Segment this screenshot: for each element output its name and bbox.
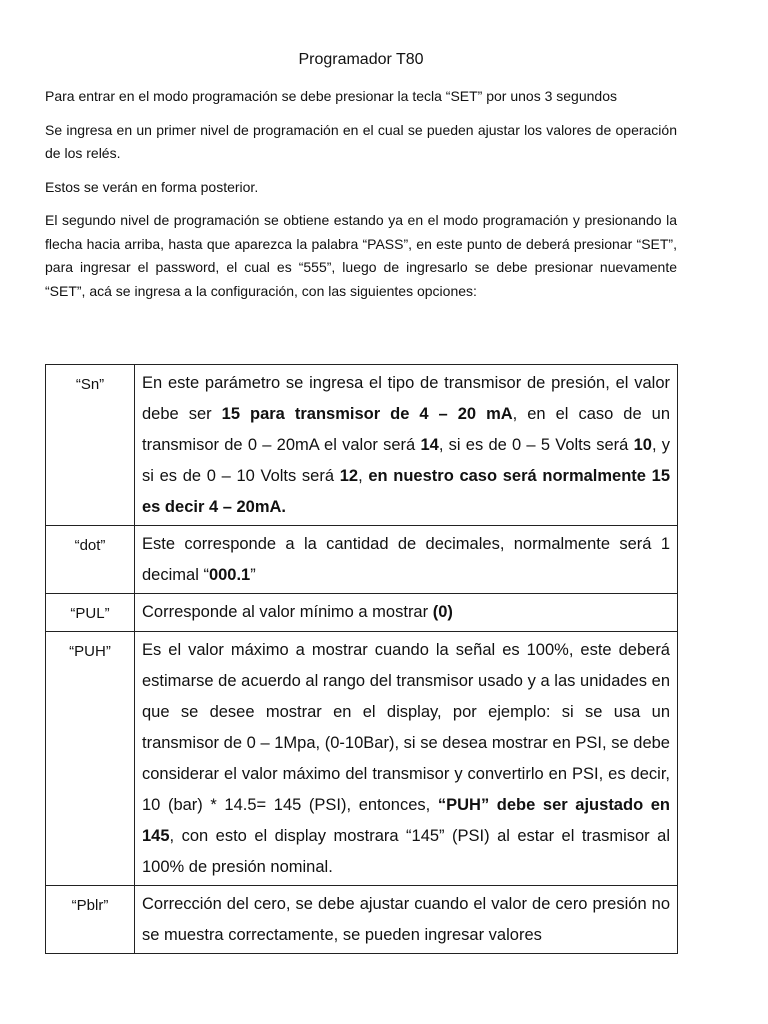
param-description (135, 886, 678, 954)
text-run: , con esto el display mostrara “145” (PSI) al estar el trasmisor al 100% de presión nominal. (142, 827, 670, 876)
paragraph-enter-programming: Para entrar en el modo programación se debe presionar la tecla “SET” por unos 3 segundos (45, 88, 617, 104)
table-row-pul (46, 594, 678, 632)
param-description (135, 594, 678, 632)
text-run: Corresponde al valor mínimo a mostrar (142, 603, 433, 621)
param-description (135, 365, 678, 526)
intro-text (45, 85, 677, 313)
paragraph-later: Estos se verán en forma posterior. (45, 178, 259, 195)
param-key: “PUL” (46, 594, 135, 632)
table-row-pblr (46, 886, 678, 954)
text-run: , si es de 0 – 5 Volts será (438, 436, 634, 454)
text-run: , (358, 467, 369, 485)
text-run: Este corresponde a la cantidad de decimales, normalmente será 1 decimal “ (142, 535, 670, 584)
document-title: Programador T80 (298, 51, 424, 68)
bold-text: en nuestro caso será normalmente 15 es decir 4 – 20mA. (142, 467, 670, 516)
text-run: Corrección del cero, se debe ajustar cuando el valor de cero presión no se muestra correctamente, se pueden ingresar valores (142, 895, 670, 944)
parameters-table (45, 364, 678, 954)
text-run: , en el caso de un transmisor de 0 – 20mA el valor será (142, 405, 671, 454)
param-description (135, 632, 678, 886)
param-key: “PUH” (46, 632, 135, 886)
text-run: ” (250, 566, 256, 584)
bold-text: 10 (633, 436, 652, 454)
paragraph-second-level: El segundo nivel de programación se obtiene estando ya en el modo programación y presionando la flecha hacia arriba, hasta que aparezca la palabra “PASS”, en este punto de deberá presionar “SET”, para ingresar el password, el cual es “555”, luego de ingresarlo se debe presionar nuevamente “SET”, acá se ingresa a la configuración, con las siguientes opciones: (45, 212, 677, 299)
table-row-puh (46, 632, 678, 886)
bold-text: 12 (339, 467, 359, 485)
param-description (135, 526, 678, 594)
paragraph-first-level: Se ingresa en un primer nivel de programación en el cual se pueden ajustar los valores de operación de los relés. (45, 121, 677, 161)
bold-text: “PUH” debe ser ajustado en 145 (142, 796, 671, 845)
text-run: Es el valor máximo a mostrar cuando la señal es 100%, este deberá estimarse de acuerdo al rango del transmisor usado y a las unidades en que se desee mostrar en el display, por ejemplo: si se usa un transmisor de 0 – 1Mpa, (0-10Bar), si se desea mostrar en PSI, se debe considerar el valor máximo del transmisor y convertirlo en PSI, es decir, 10 (bar) * 14.5= 145 (PSI), entonces, (142, 641, 670, 814)
bold-text: (0) (432, 603, 453, 621)
text-run: , y si es de 0 – 10 Volts será (142, 436, 671, 485)
table-row-dot (46, 526, 678, 594)
text-run: En este parámetro se ingresa el tipo de transmisor de presión, el valor debe ser (142, 374, 670, 423)
param-key: “dot” (46, 526, 135, 594)
bold-text: 000.1 (208, 566, 251, 584)
param-key: “Pblr” (46, 886, 135, 954)
param-key: “Sn” (46, 365, 135, 526)
table-row-sn (46, 365, 678, 526)
bold-text: 15 para transmisor de 4 – 20 mA (221, 405, 513, 423)
bold-text: 14 (420, 436, 439, 454)
